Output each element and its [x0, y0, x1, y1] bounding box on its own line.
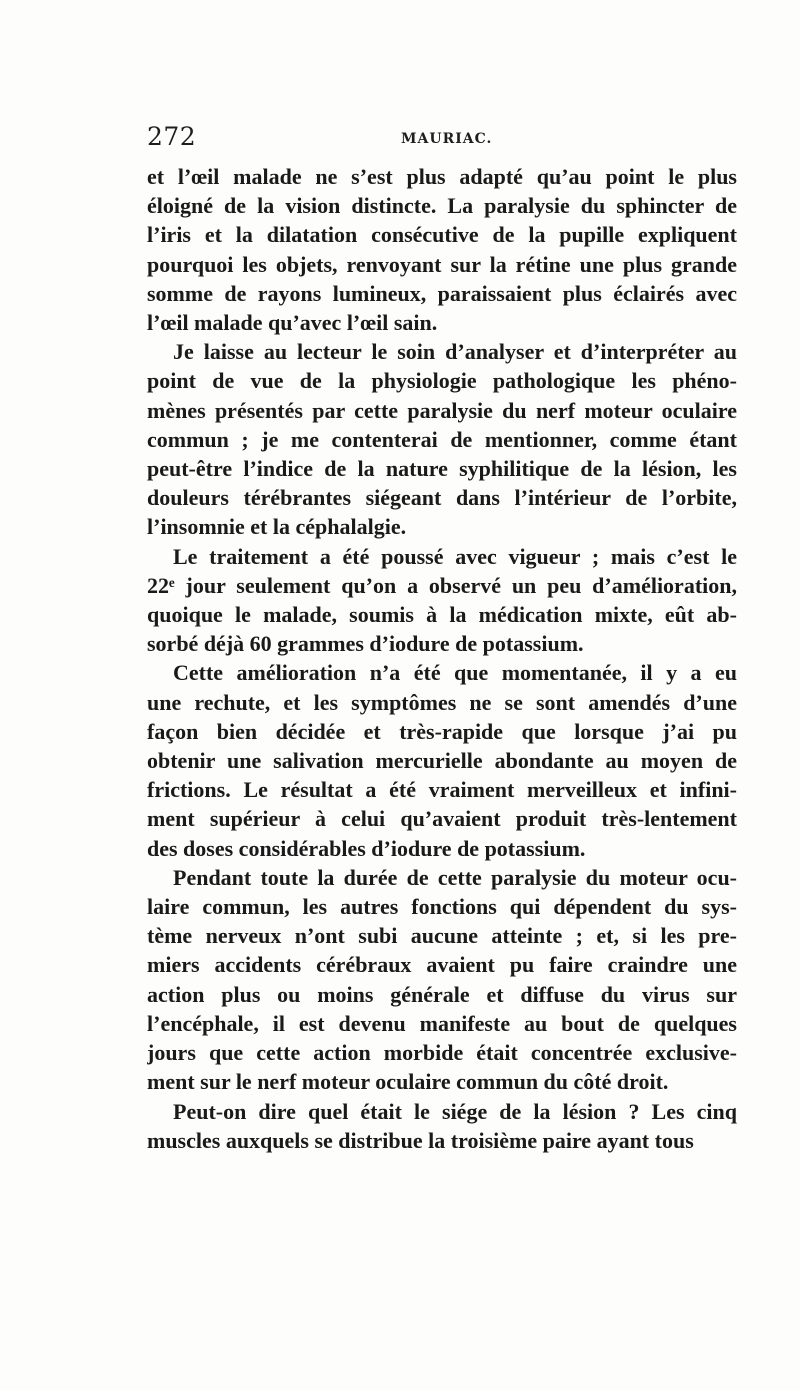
body-text [147, 162, 737, 1155]
text-line: l’iris et la dilatation consécutive de la pupille expliquent [147, 222, 737, 248]
text-line: Le traitement a été poussé avec vigueur ; mais c’est le [173, 543, 737, 569]
text-line: et l’œil malade ne s’est plus adapté qu’au point le plus [147, 164, 737, 189]
paragraph [147, 542, 737, 659]
text-line: pourquoi les objets, renvoyant sur la rétine une plus grande [147, 251, 737, 277]
text-line: sorbé déjà 60 grammes d’iodure de potassium. [147, 631, 584, 657]
text-line: peut-être l’indice de la nature syphilitique de la lésion, les [147, 456, 737, 482]
text-line: obtenir une salivation mercurielle abondante au moyen de [147, 748, 737, 774]
text-line: Cette amélioration n’a été que momentanée, il y a eu [173, 660, 737, 686]
text-line: l’insomnie et la céphalalgie. [147, 514, 407, 540]
page-header [147, 118, 737, 152]
text-line: l’encéphale, il est devenu manifeste au bout de quelques [147, 1010, 737, 1036]
text-line: Peut-on dire quel était le siége de la lésion ? Les cinq [173, 1098, 737, 1124]
text-line: des doses considérables d’iodure de potassium. [147, 835, 586, 861]
text-line: ment sur le nerf moteur oculaire commun du côté droit. [147, 1069, 669, 1095]
text-line: miers accidents cérébraux avaient pu faire craindre une [147, 952, 737, 978]
text-line: l’œil malade qu’avec l’œil sain. [147, 310, 438, 336]
text-line: mènes présentés par cette paralysie du nerf moteur oculaire [147, 397, 737, 423]
paragraph [147, 337, 737, 541]
text-line: façon bien décidée et très-rapide que lorsque j’ai pu [147, 718, 737, 744]
text-line: Pendant toute la durée de cette paralysie du moteur ocu- [173, 864, 737, 890]
text-line: action plus ou moins générale et diffuse du virus sur [147, 981, 737, 1007]
text-line: jours que cette action morbide était concentrée exclusive- [147, 1040, 737, 1066]
text-line: laire commun, les autres fonctions qui dépendent du sys- [147, 894, 737, 920]
text-line: frictions. Le résultat a été vraiment merveilleux et infini- [147, 777, 737, 803]
paragraph [147, 658, 737, 862]
running-head: MAURIAC. [401, 131, 493, 147]
paragraph [147, 162, 737, 337]
text-line: muscles auxquels se distribue la troisième paire ayant tous [147, 1127, 694, 1153]
text-line: 22ᵉ jour seulement qu’on a observé un peu d’amélioration, [147, 572, 737, 598]
page-number: 272 [147, 122, 197, 151]
text-line: commun ; je me contenterai de mentionner, comme étant [147, 426, 737, 452]
paragraph [147, 863, 737, 1097]
text-line: éloigné de la vision distincte. La paralysie du sphincter de [147, 193, 737, 219]
text-line: Je laisse au lecteur le soin d’analyser et d’interpréter au [173, 339, 737, 365]
text-line: douleurs térébrantes siégeant dans l’intérieur de l’orbite, [147, 485, 737, 511]
text-line: ment supérieur à celui qu’avaient produit très-lentement [147, 806, 737, 832]
text-line: tème nerveux n’ont subi aucune atteinte ; et, si les pre- [147, 923, 737, 949]
text-line: point de vue de la physiologie pathologique les phéno- [147, 368, 737, 394]
text-line: somme de rayons lumineux, paraissaient plus éclairés avec [147, 280, 737, 306]
text-line: une rechute, et les symptômes ne se sont amendés d’une [147, 689, 737, 715]
paragraph [147, 1097, 737, 1155]
text-line: quoique le malade, soumis à la médication mixte, eût ab- [147, 602, 737, 628]
